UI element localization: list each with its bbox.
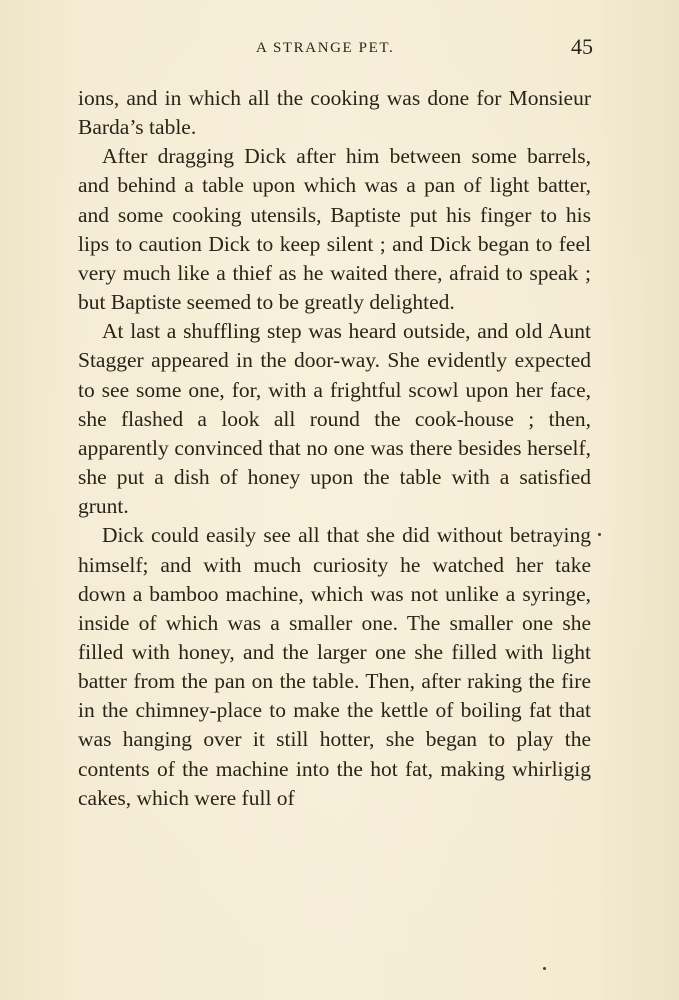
paragraph-continuation: ions, and in which all the cooking was done for Monsieur Barda’s table. <box>78 86 591 140</box>
paragraph-machine: Dick could easily see all that she did without betraying himself; and with much curiosity he watched her take down a bamboo machine, which was not unlike a syringe, inside of which was a smaller one. The smaller one she filled with honey, and the larger one she filled with light batter from the pan on the table. Then, after raking the fire in the chimney-place to make the kettle of boiling fat that was hanging over it still hotter, she began to play the contents of the machine into the hot fat, making whirligig cakes, which were full of <box>78 523 591 810</box>
running-header <box>78 36 593 60</box>
paragraph-baptiste: After dragging Dick after him between some barrels, and behind a table upon which was a pan of light batter, and some cooking utensils, Baptiste put his finger to his lips to caution Dick to keep silent ; and Dick began to feel very much like a thief as he waited there, afraid to speak ; but Baptiste seemed to be greatly delighted. <box>78 144 591 315</box>
ink-speck <box>598 533 601 536</box>
ink-speck <box>543 967 546 970</box>
page-number: 45 <box>571 34 593 59</box>
paragraph-aunt-stagger: At last a shuffling step was heard outside, and old Aunt Stagger appeared in the door-way. She evidently expected to see some one, for, with a frightful scowl upon her face, she flashed a look all round the cook-house ; then, apparently convinced that no one was there besides herself, she put a dish of honey upon the table with a satisfied grunt. <box>78 319 591 519</box>
body-text <box>78 84 591 813</box>
running-title: A STRANGE PET. <box>256 40 395 56</box>
